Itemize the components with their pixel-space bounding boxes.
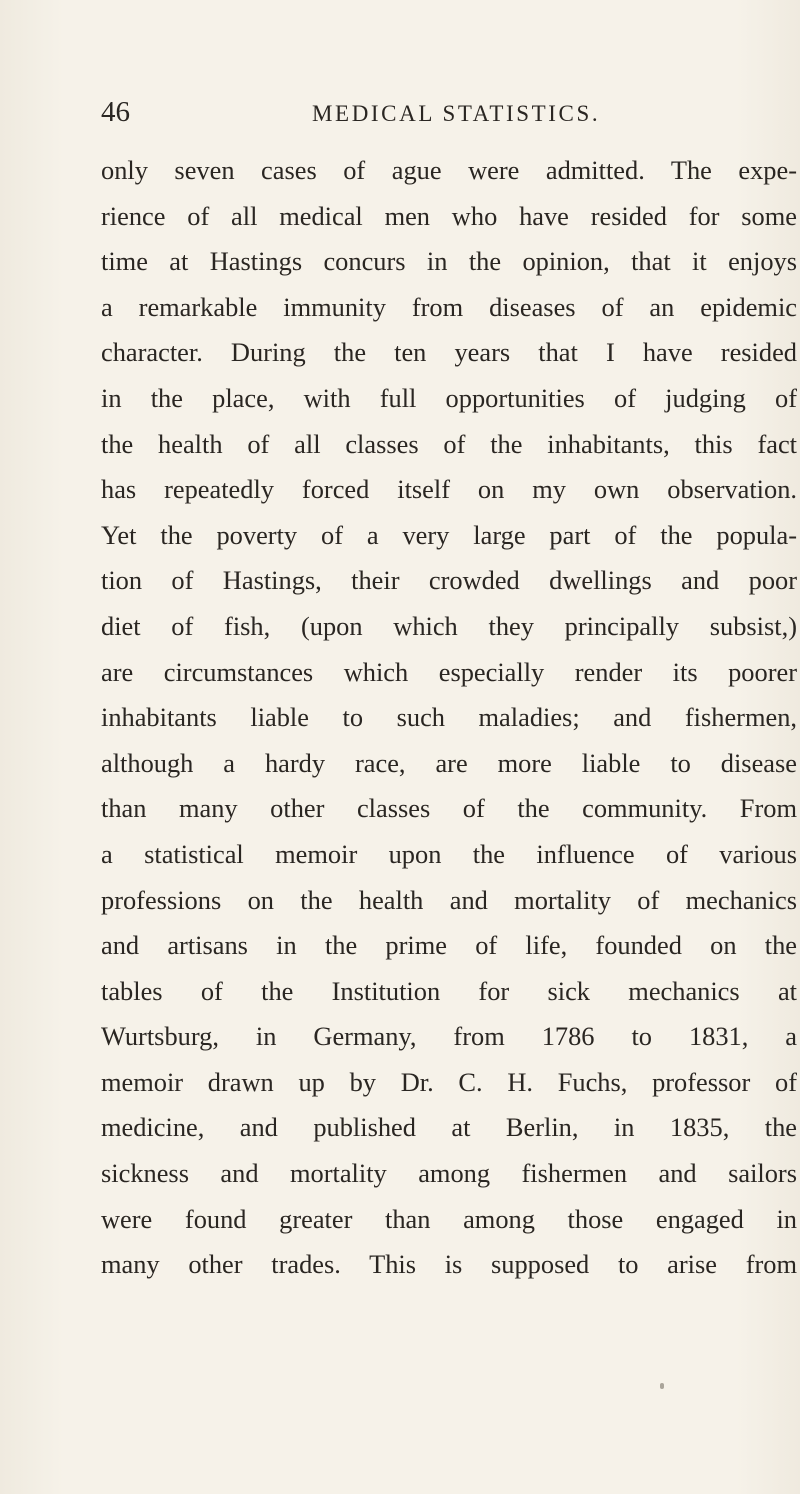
page-number: 46 — [101, 96, 130, 128]
text-line: a remarkable immunity from diseases of an epidemic — [101, 291, 797, 322]
body-paragraph — [101, 148, 797, 1288]
text-line: only seven cases of ague were admitted. The expe- — [101, 155, 797, 185]
text-line: time at Hastings concurs in the opinion, that it enjoys — [101, 246, 797, 277]
text-line: were found greater than among those engaged in — [101, 1203, 797, 1234]
text-line: tables of the Institution for sick mechanics at — [101, 975, 797, 1006]
text-line: professions on the health and mortality of mechanics — [101, 884, 797, 915]
text-line: Yet the poverty of a very large part of the popula- — [101, 519, 797, 550]
text-line: in the place, with full opportunities of judging of — [101, 382, 797, 413]
text-line: and artisans in the prime of life, founded on the — [101, 930, 797, 961]
text-line: a statistical memoir upon the influence of various — [101, 838, 797, 869]
text-line: are circumstances which especially render its poorer — [101, 656, 797, 687]
page-header — [0, 92, 800, 132]
text-line: than many other classes of the community. From — [101, 793, 797, 824]
text-line: character. During the ten years that I have resided — [101, 337, 797, 368]
ink-speck — [660, 1383, 664, 1389]
text-line: inhabitants liable to such maladies; and fishermen, — [101, 702, 797, 733]
running-head: MEDICAL STATISTICS. — [312, 101, 601, 126]
text-line: Wurtsburg, in Germany, from 1786 to 1831, a — [101, 1021, 797, 1052]
text-line: rience of all medical men who have resided for some — [101, 200, 797, 231]
text-line: the health of all classes of the inhabitants, this fact — [101, 428, 797, 459]
text-line: tion of Hastings, their crowded dwellings and poor — [101, 565, 797, 596]
text-line: diet of fish, (upon which they principally subsist,) — [101, 610, 797, 641]
text-line: has repeatedly forced itself on my own observation. — [101, 474, 797, 505]
text-line: sickness and mortality among fishermen and sailors — [101, 1158, 797, 1189]
text-line: although a hardy race, are more liable to disease — [101, 747, 797, 778]
text-line: many other trades. This is supposed to arise from — [101, 1249, 797, 1280]
text-line: medicine, and published at Berlin, in 1835, the — [101, 1112, 797, 1143]
text-line: memoir drawn up by Dr. C. H. Fuchs, professor of — [101, 1066, 797, 1097]
